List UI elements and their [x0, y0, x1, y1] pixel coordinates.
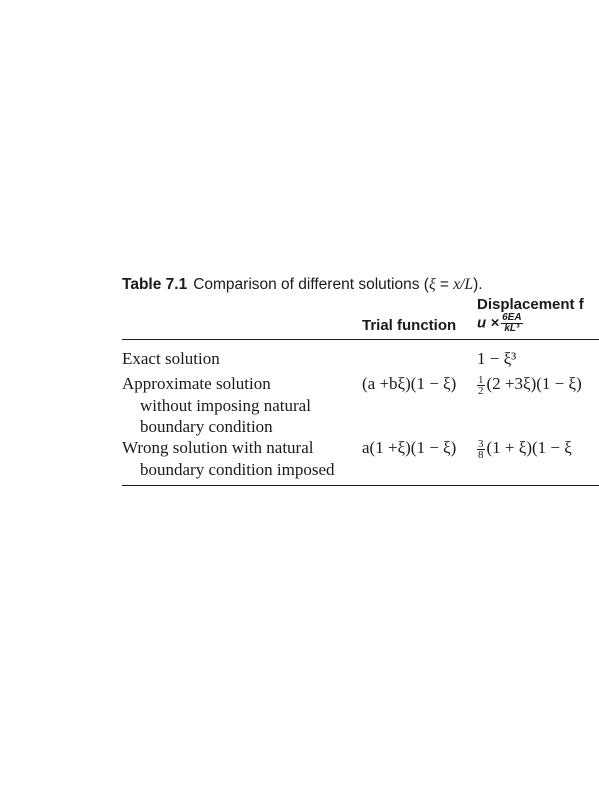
- row-exact-displacement: 1 − ξ³: [477, 349, 517, 368]
- row-wrong-label: [122, 437, 335, 480]
- row-label-line: boundary condition imposed: [140, 459, 335, 479]
- row-wrong-trial: a(1 +ξ)(1 − ξ): [362, 438, 457, 457]
- header-rule: [122, 339, 599, 340]
- approx-coefficient: [477, 375, 485, 396]
- caption-xi: ξ: [428, 276, 436, 293]
- caption-text-suffix: ).: [473, 276, 483, 293]
- table-label: Table 7.1: [122, 276, 188, 293]
- approx-displacement-expr: (2 +3ξ)(1 − ξ): [486, 374, 582, 393]
- approx-coef-den: 2: [478, 384, 484, 397]
- caption-equals: =: [435, 276, 454, 293]
- caption-ratio: x/L: [453, 276, 474, 293]
- wrong-coefficient: [477, 439, 485, 460]
- row-label-line: boundary condition: [140, 417, 273, 436]
- table-caption: [122, 275, 483, 295]
- row-approx-label: [122, 373, 311, 438]
- row-exact-label: [122, 348, 220, 370]
- row-label-line: Approximate solution: [122, 374, 271, 393]
- disp-formula-fraction: [501, 313, 522, 334]
- wrong-displacement-expr: (1 + ξ)(1 − ξ: [486, 438, 572, 457]
- header-displacement: Displacement f: [477, 296, 584, 313]
- table-bottom-rule: [122, 485, 599, 486]
- wrong-coef-den: 8: [478, 448, 484, 461]
- approx-coef-num: 1: [478, 373, 484, 386]
- header-displacement-formula: [477, 313, 523, 334]
- header-trial-function: Trial function: [362, 317, 457, 334]
- row-wrong-displacement: [477, 437, 572, 460]
- disp-formula-lhs: u ×: [477, 314, 500, 332]
- row-approx-displacement: [477, 373, 582, 396]
- row-approx-trial: (a +bξ)(1 − ξ): [362, 374, 457, 393]
- caption-text-prefix: Comparison of different solutions (: [193, 276, 429, 293]
- disp-formula-denominator: kL³: [504, 323, 520, 334]
- disp-formula-numerator: 6EA: [502, 312, 522, 323]
- row-label-line: Exact solution: [122, 349, 220, 368]
- row-label-line: without imposing natural: [140, 395, 311, 415]
- row-label-line: Wrong solution with natural: [122, 438, 314, 457]
- wrong-coef-num: 3: [478, 437, 484, 450]
